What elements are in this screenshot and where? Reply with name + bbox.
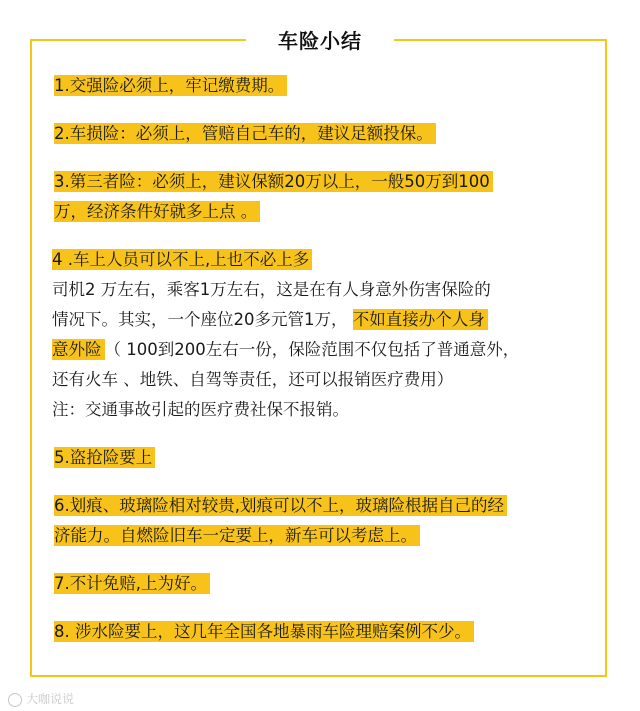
item-4-heading: 4 .车上人员可以不上,上也不必上多 <box>52 249 312 270</box>
watermark <box>8 690 74 707</box>
item-1-text: 1.交强险必须上，牢记缴费期。 <box>54 75 287 96</box>
page-title: 车险小结 <box>246 24 394 58</box>
list-item <box>54 571 599 597</box>
list-item <box>54 619 599 645</box>
summary-content <box>54 73 599 645</box>
list-item <box>54 493 599 549</box>
item-6-line-2: 济能力。自燃险旧车一定要上，新车可以考虑上。 <box>54 525 420 546</box>
item-5-text: 5.盗抢险要上 <box>54 447 155 468</box>
list-item <box>54 121 599 147</box>
list-item <box>52 247 599 423</box>
list-item <box>54 169 599 225</box>
item-7-text: 7.不计免赔,上为好。 <box>54 573 210 594</box>
item-4-note: 注：交通事故引起的医疗费社保不报销。 <box>52 400 349 419</box>
list-item <box>54 73 599 99</box>
item-4-line-1: 司机2 万左右，乘客1万左右，这是在有人身意外伤害保险的 <box>52 280 491 299</box>
item-6-line-1: 6.划痕、玻璃险相对较贵,划痕可以不上，玻璃险根据自己的经 <box>54 495 507 516</box>
item-3-line-1: 3.第三者险：必须上，建议保额20万以上，一般50万到100 <box>54 171 493 192</box>
item-2-text: 2.车损险：必须上，管赔自己车的，建议足额投保。 <box>54 123 436 144</box>
item-4-line-2a: 情况下。其实，一个座位20多元管1万， <box>52 310 348 329</box>
watermark-text: 大咖说说 <box>26 692 75 706</box>
list-item <box>54 445 599 471</box>
item-4-highlight-1: 不如直接办个人身 <box>353 309 488 330</box>
watermark-logo-icon <box>8 693 22 707</box>
item-8-text: 8. 涉水险要上，这几年全国各地暴雨车险理赔案例不少。 <box>54 621 474 642</box>
item-4-line-3b: （ 100到200左右一份，保险范围不仅包括了普通意外， <box>104 340 520 359</box>
item-4-line-4: 还有火车 、地铁、自驾等责任，还可以报销医疗费用） <box>52 370 454 389</box>
item-3-line-2: 万，经济条件好就多上点 。 <box>54 201 260 222</box>
item-4-highlight-2: 意外险 <box>52 339 105 360</box>
